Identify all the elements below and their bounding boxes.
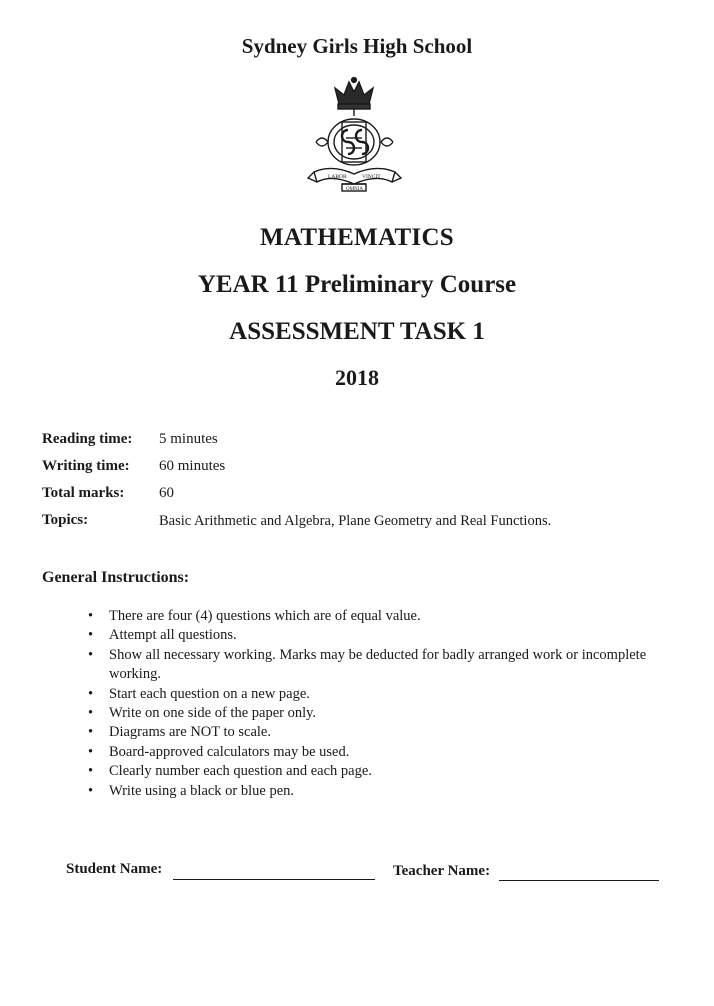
- crest-motto-right: VINCIT: [362, 174, 381, 180]
- school-name: Sydney Girls High School: [241, 34, 473, 58]
- instructions-list: [88, 607, 648, 801]
- topics-value: Basic Arithmetic and Algebra, Plane Geometry and Real Functions.: [159, 513, 552, 529]
- reading-time-value: 5 minutes: [159, 431, 218, 447]
- total-marks-value: 60: [159, 485, 174, 501]
- topics-label: Topics:: [42, 512, 89, 528]
- instruction-item: • Diagrams are NOT to scale.: [88, 723, 648, 742]
- writing-time-value: 60 minutes: [159, 458, 226, 474]
- total-marks-label: Total marks:: [42, 485, 125, 501]
- instruction-item: • Write on one side of the paper only.: [88, 704, 648, 723]
- instruction-item: • Attempt all questions.: [88, 626, 648, 645]
- crest-motto-bottom: OMNIA: [346, 187, 363, 192]
- student-name-label: Student Name:: [66, 861, 163, 877]
- instruction-item: • Board-approved calculators may be used.: [88, 743, 648, 762]
- subject-title: MATHEMATICS: [259, 224, 455, 251]
- instruction-item: • Show all necessary working. Marks may be deducted for badly arranged work or incomplete working.: [88, 646, 648, 685]
- instruction-item: • Start each question on a new page.: [88, 685, 648, 704]
- general-instructions-heading: General Instructions:: [42, 569, 190, 586]
- writing-time-label: Writing time:: [42, 458, 130, 474]
- exam-year: 2018: [335, 365, 379, 390]
- teacher-name-line[interactable]: [499, 880, 659, 881]
- teacher-name-label: Teacher Name:: [393, 863, 491, 879]
- crest-motto-left: LABOR: [328, 174, 347, 180]
- school-crest-logo: [302, 76, 407, 194]
- instruction-item: • Clearly number each question and each page.: [88, 762, 648, 781]
- instruction-item: • Write using a black or blue pen.: [88, 782, 648, 801]
- student-name-line[interactable]: [173, 879, 375, 880]
- task-title: ASSESSMENT TASK 1: [229, 318, 485, 345]
- instruction-item: • There are four (4) questions which are of equal value.: [88, 607, 648, 626]
- course-title: YEAR 11 Preliminary Course: [197, 271, 517, 298]
- reading-time-label: Reading time:: [42, 431, 133, 447]
